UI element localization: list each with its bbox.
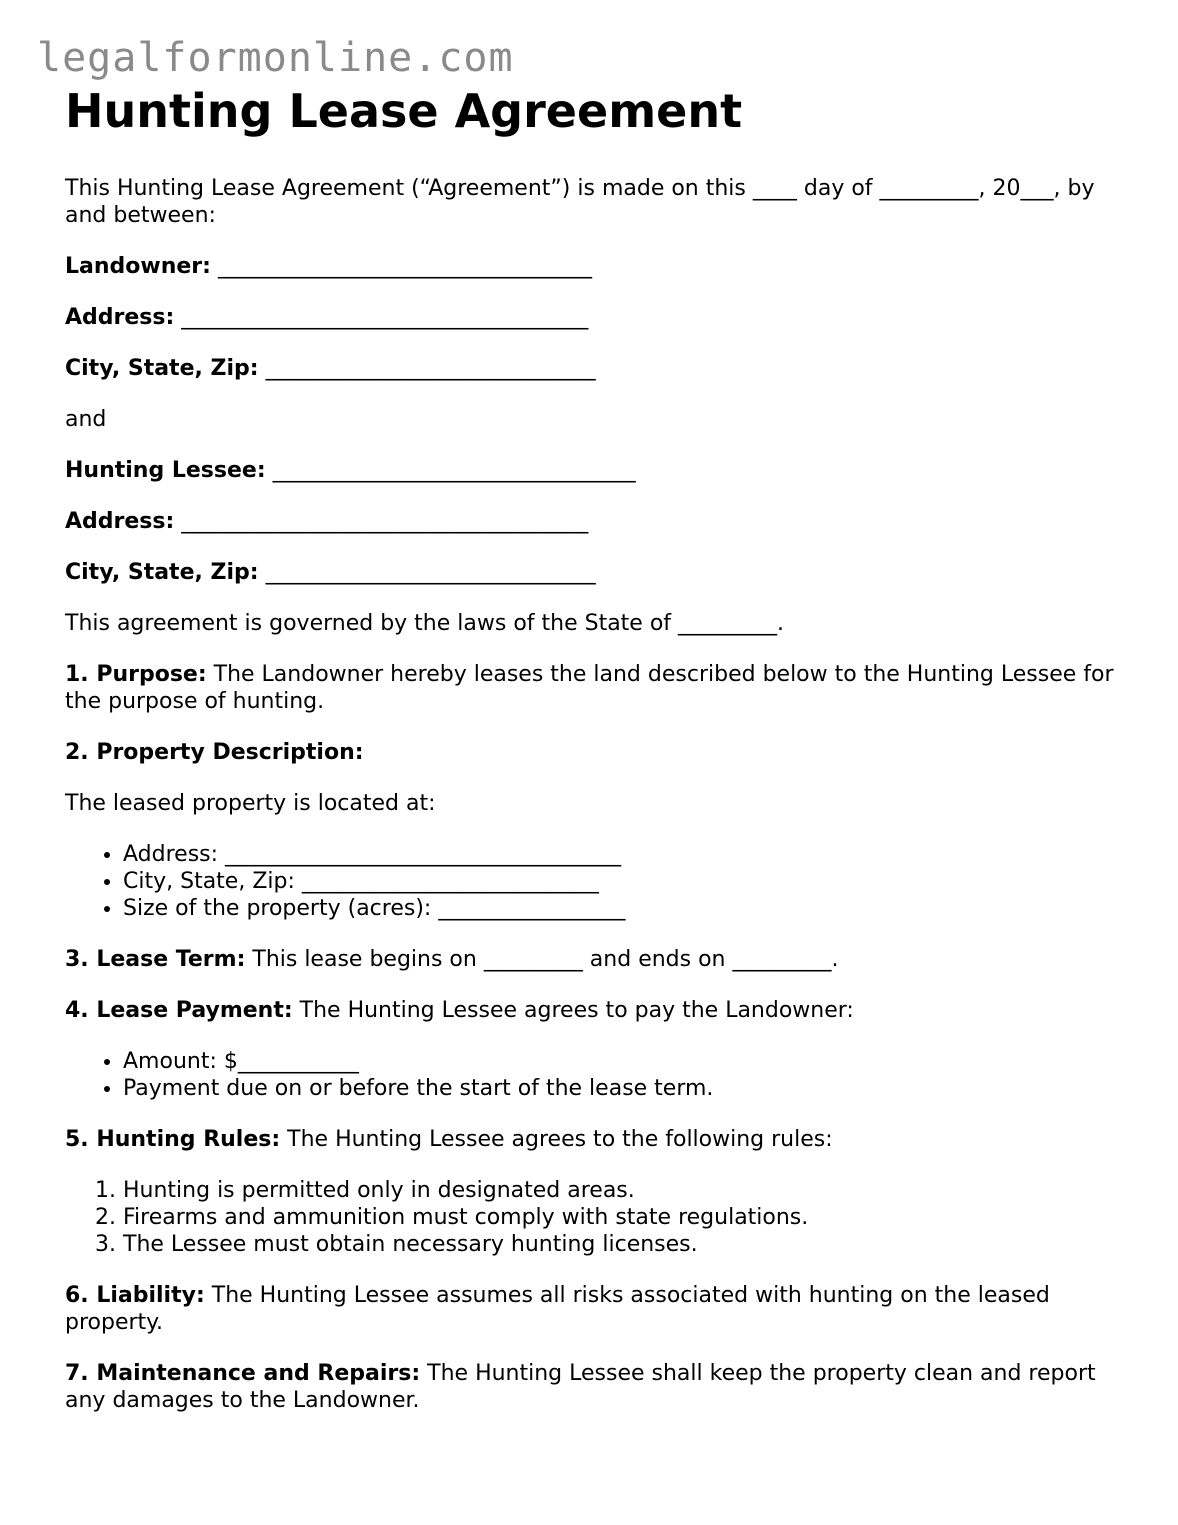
list-item: 3. The Lessee must obtain necessary hunting licenses. bbox=[123, 1231, 1125, 1258]
and-text: and bbox=[65, 407, 107, 432]
section-term bbox=[65, 946, 1125, 973]
section-payment-text: The Hunting Lessee agrees to pay the Landowner: bbox=[299, 998, 854, 1023]
governing-law: This agreement is governed by the laws of the State of _________. bbox=[65, 611, 785, 636]
property-list bbox=[65, 841, 1125, 922]
section-rules-heading: 5. Hunting Rules: bbox=[65, 1127, 281, 1152]
list-item: • Amount: $___________ bbox=[123, 1048, 1125, 1075]
section-payment bbox=[65, 997, 1125, 1024]
section-term-text: This lease begins on _________ and ends on _________. bbox=[252, 947, 839, 972]
landowner-address-line bbox=[65, 304, 1125, 331]
lessee-name-blank: _________________________________ bbox=[272, 458, 636, 483]
section-liability-text: The Hunting Lessee assumes all risks associated with hunting on the leased property. bbox=[65, 1283, 1050, 1335]
section-maintenance bbox=[65, 1360, 1125, 1414]
lessee-city-line bbox=[65, 559, 1125, 586]
list-item: 2. Firearms and ammunition must comply with state regulations. bbox=[123, 1204, 1125, 1231]
section-liability bbox=[65, 1282, 1125, 1336]
landowner-address-blank: _____________________________________ bbox=[181, 305, 589, 330]
intro-paragraph: This Hunting Lease Agreement (“Agreement”) is made on this ____ day of _________, 20___, by and between: bbox=[65, 176, 1095, 228]
section-property-heading: 2. Property Description: bbox=[65, 740, 364, 765]
section-maintenance-heading: 7. Maintenance and Repairs: bbox=[65, 1361, 421, 1386]
landowner-name-line bbox=[65, 253, 1125, 280]
section-term-heading: 3. Lease Term: bbox=[65, 947, 246, 972]
document-body bbox=[65, 84, 1125, 1438]
lessee-address-line bbox=[65, 508, 1125, 535]
lessee-city-label: City, State, Zip: bbox=[65, 560, 259, 585]
lessee-address-label: Address: bbox=[65, 509, 175, 534]
list-item: • Payment due on or before the start of the lease term. bbox=[123, 1075, 1125, 1102]
section-property-intro: The leased property is located at: bbox=[65, 791, 436, 816]
section-rules bbox=[65, 1126, 1125, 1153]
payment-list bbox=[65, 1048, 1125, 1102]
section-maintenance-text: The Hunting Lessee shall keep the property clean and report any damages to the Landowner. bbox=[65, 1361, 1096, 1413]
section-rules-text: The Hunting Lessee agrees to the following rules: bbox=[287, 1127, 833, 1152]
list-item: 1. Hunting is permitted only in designated areas. bbox=[123, 1177, 1125, 1204]
section-purpose bbox=[65, 661, 1125, 715]
section-purpose-text: The Landowner hereby leases the land described below to the Hunting Lessee for the purpose of hunting. bbox=[65, 662, 1114, 714]
landowner-name-blank: __________________________________ bbox=[217, 254, 592, 279]
watermark: legalformonline.com bbox=[37, 35, 514, 81]
landowner-city-label: City, State, Zip: bbox=[65, 356, 259, 381]
list-item: • Address: ____________________________________ bbox=[123, 841, 1125, 868]
section-purpose-heading: 1. Purpose: bbox=[65, 662, 207, 687]
landowner-name-label: Landowner: bbox=[65, 254, 211, 279]
landowner-address-label: Address: bbox=[65, 305, 175, 330]
section-liability-heading: 6. Liability: bbox=[65, 1283, 205, 1308]
landowner-city-line bbox=[65, 355, 1125, 382]
page-title: Hunting Lease Agreement bbox=[65, 84, 743, 138]
section-payment-heading: 4. Lease Payment: bbox=[65, 998, 293, 1023]
rules-list bbox=[65, 1177, 1125, 1258]
lessee-city-blank: ______________________________ bbox=[265, 560, 596, 585]
landowner-city-blank: ______________________________ bbox=[265, 356, 596, 381]
lessee-address-blank: _____________________________________ bbox=[181, 509, 589, 534]
list-item: • City, State, Zip: ___________________________ bbox=[123, 868, 1125, 895]
lessee-name-line bbox=[65, 457, 1125, 484]
list-item: • Size of the property (acres): _________________ bbox=[123, 895, 1125, 922]
lessee-name-label: Hunting Lessee: bbox=[65, 458, 266, 483]
